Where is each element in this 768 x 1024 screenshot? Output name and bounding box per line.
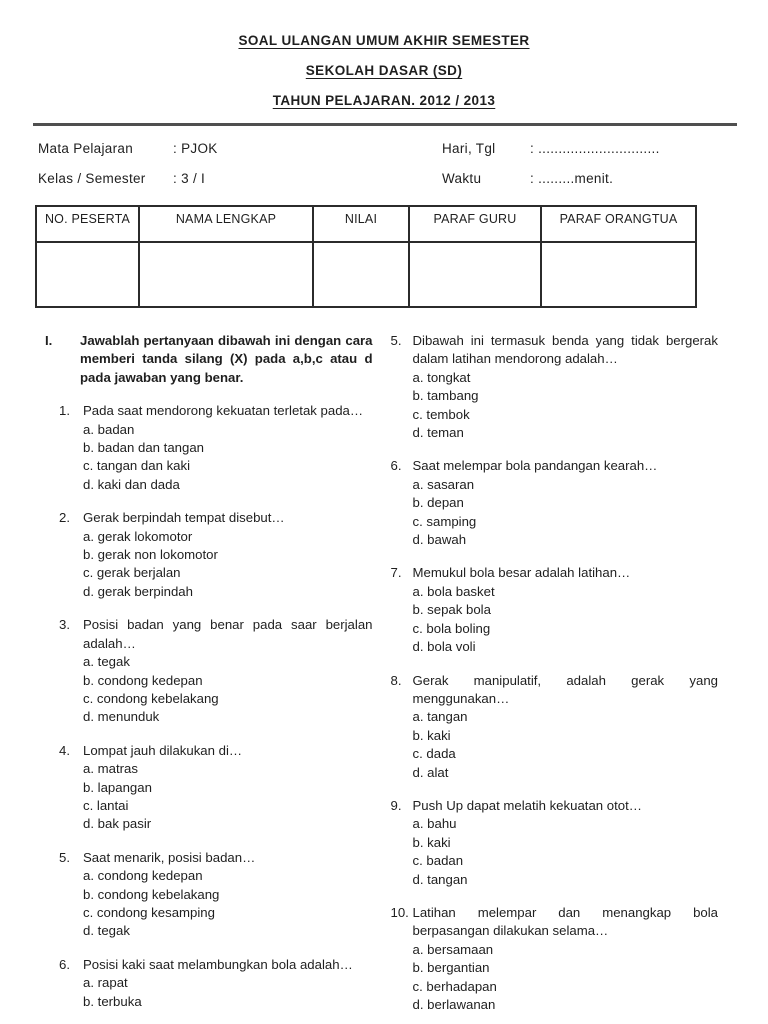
question-text: Pada saat mendorong kekuatan terletak pada… <box>83 403 364 419</box>
answer-option: a. tangan <box>412 709 468 725</box>
question-left-3 <box>59 616 373 726</box>
answer-option: d. menunduk <box>83 709 160 725</box>
question-content <box>83 509 373 601</box>
question-left-2 <box>59 509 373 601</box>
question-right-5 <box>391 332 719 442</box>
answer-option: d. bak pasir <box>83 816 152 832</box>
questions-column-left <box>45 332 373 1014</box>
answer-option: c. tembok <box>412 406 470 422</box>
question-left-4 <box>59 742 373 834</box>
question-content <box>413 332 719 442</box>
answer-option: b. badan dan tangan <box>83 440 204 456</box>
date-value: : .............................. <box>530 141 660 156</box>
question-content <box>413 797 719 889</box>
answer-option: b. condong kedepan <box>83 672 203 688</box>
answer-option: a. condong kedepan <box>83 868 203 884</box>
questions-list-left <box>45 402 373 1011</box>
class-semester-value: : 3 / I <box>173 171 206 186</box>
answer-option: a. gerak lokomotor <box>83 528 193 544</box>
time-label: Waktu <box>442 171 482 186</box>
answer-option: c. samping <box>412 513 477 529</box>
section-numeral: I. <box>45 333 53 348</box>
question-number: 5. <box>59 849 70 865</box>
score-table-blank-row <box>36 242 696 307</box>
answer-option: d. bola voli <box>412 639 476 655</box>
col-header-paraf-orangtua: PARAF ORANGTUA <box>541 206 696 242</box>
answer-option: a. badan <box>83 421 135 437</box>
answer-option: a. rapat <box>83 975 128 991</box>
question-text: Posisi kaki saat melambungkan bola adalah… <box>83 956 353 972</box>
question-number: 1. <box>59 403 70 419</box>
answer-option: c. dada <box>412 746 456 762</box>
time-value: : .........menit. <box>530 171 614 186</box>
answer-option: c. bola boling <box>412 620 491 636</box>
meta-row-subject-date <box>38 141 768 163</box>
score-table-header-row <box>36 206 696 242</box>
answer-option: d. teman <box>412 425 464 441</box>
question-right-8 <box>391 672 719 782</box>
question-number: 10. <box>390 904 409 920</box>
answer-option: d. berlawanan <box>412 997 496 1012</box>
cell-paraf-guru <box>409 242 541 307</box>
answer-option: a. bersamaan <box>412 941 494 957</box>
question-text: Latihan melempar dan menangkap bola berpasangan dilakukan selama… <box>412 904 718 939</box>
subject-label: Mata Pelajaran <box>38 141 134 156</box>
question-number: 6. <box>390 458 402 474</box>
question-number: 4. <box>59 742 70 758</box>
question-number: 8. <box>390 672 402 688</box>
question-text: Lompat jauh dilakukan di… <box>83 742 243 758</box>
question-left-1 <box>59 402 373 494</box>
answer-option: c. tangan dan kaki <box>83 458 191 474</box>
header-divider <box>33 123 737 126</box>
answer-option: c. badan <box>412 853 464 869</box>
question-right-9 <box>391 797 719 889</box>
answer-option: b. bergantian <box>412 960 490 976</box>
questions-area <box>0 332 768 1014</box>
question-left-5 <box>59 849 373 941</box>
section-instruction: Jawablah pertanyaan dibawah ini dengan cara memberi tanda silang (X) pada a,b,c atau d pada jawaban yang benar. <box>80 333 373 385</box>
question-text: Gerak manipulatif, adalah gerak yang menggunakan… <box>412 672 718 706</box>
question-number: 9. <box>390 797 402 813</box>
answer-option: b. sepak bola <box>412 602 491 618</box>
cell-nilai <box>313 242 409 307</box>
question-right-10 <box>391 904 719 1014</box>
answer-option: b. depan <box>412 495 464 511</box>
question-number: 7. <box>390 565 402 581</box>
score-table <box>35 205 697 308</box>
question-number: 6. <box>59 956 70 972</box>
class-semester-label: Kelas / Semester <box>38 171 146 186</box>
answer-option: c. lantai <box>83 797 129 813</box>
question-number: 2. <box>59 510 70 526</box>
exam-school-year: TAHUN PELAJARAN. 2012 / 2013 <box>272 93 496 108</box>
question-text: Memukul bola besar adalah latihan… <box>412 565 631 581</box>
answer-option: b. tambang <box>412 388 479 404</box>
answer-option: a. tongkat <box>412 369 471 385</box>
question-right-6 <box>391 457 719 549</box>
answer-option: b. condong kebelakang <box>83 886 220 902</box>
col-header-nama-lengkap: NAMA LENGKAP <box>139 206 313 242</box>
question-text: Posisi badan yang benar pada saar berjalan adalah… <box>83 617 373 651</box>
answer-option: c. condong kebelakang <box>83 690 219 706</box>
answer-option: a. sasaran <box>412 476 475 492</box>
answer-option: c. gerak berjalan <box>83 565 181 581</box>
answer-option: b. terbuka <box>83 993 142 1009</box>
answer-option: a. tegak <box>83 654 130 670</box>
question-number: 5. <box>390 333 402 348</box>
question-content <box>413 457 719 549</box>
question-content <box>83 616 373 726</box>
question-text: Gerak berpindah tempat disebut… <box>83 510 285 526</box>
answer-option: c. berhadapan <box>412 978 497 994</box>
col-header-paraf-guru: PARAF GURU <box>409 206 541 242</box>
question-text: Push Up dapat melatih kekuatan otot… <box>412 797 642 813</box>
question-content <box>83 402 373 494</box>
question-content <box>413 904 719 1014</box>
exam-school-level: SEKOLAH DASAR (SD) <box>305 63 463 78</box>
question-content <box>83 849 373 941</box>
answer-option: a. bahu <box>412 816 457 832</box>
meta-row-class-time <box>38 171 768 193</box>
question-content <box>83 742 373 834</box>
question-right-7 <box>391 564 719 656</box>
answer-option: a. bola basket <box>412 583 495 599</box>
answer-option: d. gerak berpindah <box>83 583 193 599</box>
cell-nama-lengkap <box>139 242 313 307</box>
cell-paraf-orangtua <box>541 242 696 307</box>
cell-no-peserta <box>36 242 139 307</box>
answer-option: d. bawah <box>412 532 467 548</box>
question-content <box>413 672 719 782</box>
answer-option: b. lapangan <box>83 779 152 795</box>
question-left-6 <box>59 956 373 1011</box>
question-text: Saat menarik, posisi badan… <box>83 849 256 865</box>
question-content <box>83 956 373 1011</box>
exam-title: SOAL ULANGAN UMUM AKHIR SEMESTER <box>238 33 530 48</box>
answer-option: d. tangan <box>412 871 468 887</box>
answer-option: d. kaki dan dada <box>83 476 180 492</box>
answer-option: b. gerak non lokomotor <box>83 547 218 563</box>
question-text: Saat melempar bola pandangan kearah… <box>412 458 658 474</box>
answer-option: b. kaki <box>412 834 451 850</box>
questions-list-right <box>391 332 719 1014</box>
questions-column-right <box>391 332 719 1014</box>
answer-option: d. tegak <box>83 923 130 939</box>
col-header-nilai: NILAI <box>313 206 409 242</box>
question-content <box>413 564 719 656</box>
question-number: 3. <box>59 617 70 633</box>
exam-meta <box>38 141 768 193</box>
answer-option: d. alat <box>412 764 449 780</box>
answer-option: b. kaki <box>412 727 451 743</box>
answer-option: c. condong kesamping <box>83 904 215 920</box>
question-text: Dibawah ini termasuk benda yang tidak bergerak dalam latihan mendorong adalah… <box>412 333 718 367</box>
subject-value: : PJOK <box>173 141 218 156</box>
exam-header <box>0 0 768 108</box>
col-header-no-peserta: NO. PESERTA <box>36 206 139 242</box>
section-instruction-row <box>45 332 373 387</box>
date-label: Hari, Tgl <box>442 141 496 156</box>
answer-option: a. matras <box>83 761 138 777</box>
